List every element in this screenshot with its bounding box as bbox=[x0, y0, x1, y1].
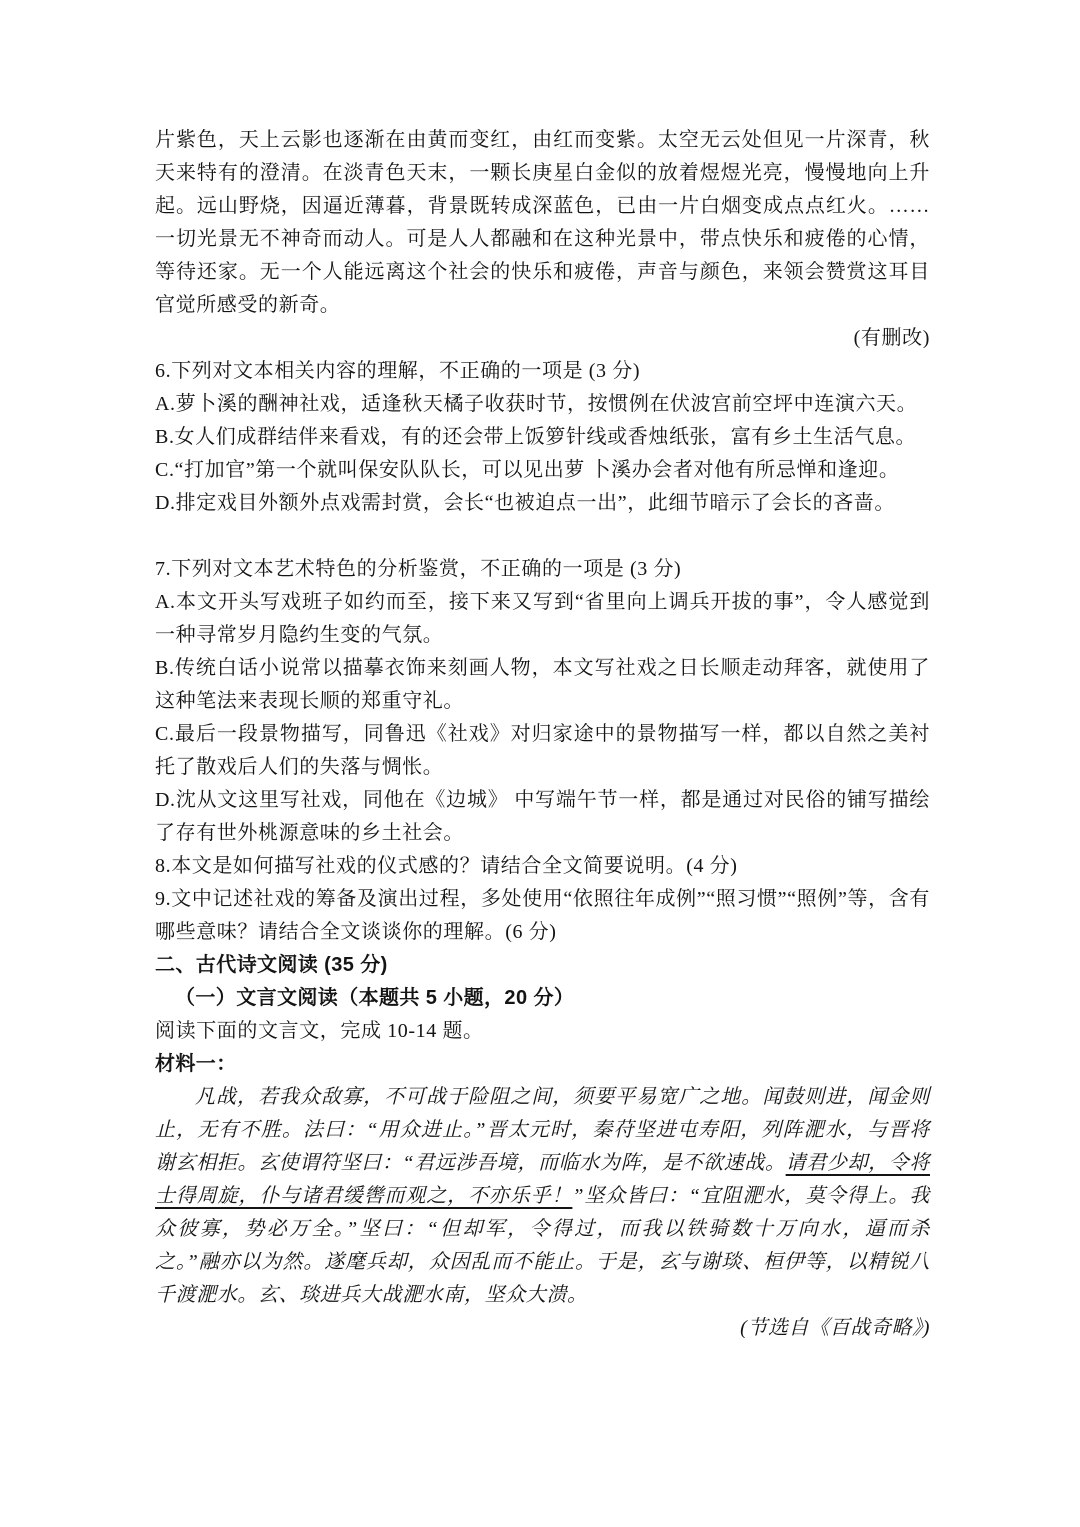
question-6-option-d: D.排定戏目外额外点戏需封赏，会长“也被迫点一出”，此细节暗示了会长的吝啬。 bbox=[155, 492, 895, 514]
passage-continuation: 片紫色，天上云影也逐渐在由黄而变红，由红而变紫。太空无云处但见一片深青，秋天来特有的澄清。在淡青色天末，一颗长庚星白金似的放着煜煜光亮，慢慢地向上升起。远山野烧，因逼近薄暮，背景既转成深蓝色，已由一片白烟变成点点红火。……一切光景无不神奇而动人。可是人人都融和在这种光景中，带点快乐和疲倦的心情，等待还家。无一个人能远离这个社会的快乐和疲倦，声音与颜色，来领会赞赏这耳目官觉所感受的新奇。 bbox=[155, 129, 930, 316]
question-8-stem: 8.本文是如何描写社戏的仪式感的？请结合全文简要说明。(4 分) bbox=[155, 855, 738, 877]
material-1-label: 材料一： bbox=[155, 1053, 237, 1075]
question-6-option-b: B.女人们成群结伴来看戏，有的还会带上饭箩针线或香烛纸张，富有乡土生活气息。 bbox=[155, 426, 917, 448]
section-2-1-subheading: （一）文言文阅读（本题共 5 小题，20 分） bbox=[175, 987, 575, 1009]
classical-passage bbox=[155, 1081, 930, 1312]
question-6-option-c: C.“打加官”第一个就叫保安队队长，可以见出萝 卜溪办会者对他有所忌惮和逢迎。 bbox=[155, 459, 900, 481]
classical-text-underlined: 请君少却，令将士得周旋，仆与诸君缓辔而观之，不亦乐乎！ bbox=[155, 1152, 930, 1207]
classical-text-after: ”坚众皆曰：“宜阻淝水，莫令得上。我众彼寡，势必万全。”坚曰：“但却军，令得过，而我以铁骑数十万向水，逼而杀之。”融亦以为然。遂麾兵却，众因乱而不能止。于是，玄与谢琰、桓伊等，以精锐八千渡淝水。玄、琰进兵大战淝水南，坚众大溃。 bbox=[155, 1185, 931, 1306]
question-7-option-a: A.本文开头写戏班子如约而至，接下来又写到“省里向上调兵开拔的事”，令人感觉到一种寻常岁月隐约生变的气氛。 bbox=[155, 591, 930, 646]
blank-line bbox=[155, 520, 930, 553]
question-6 bbox=[155, 355, 930, 520]
classical-source-note: (节选自《百战奇略》) bbox=[740, 1317, 930, 1339]
question-6-option-a: A.萝卜溪的酬神社戏，适逢秋天橘子收获时节，按惯例在伏波宫前空坪中连演六天。 bbox=[155, 393, 918, 415]
question-6-stem: 6.下列对文本相关内容的理解，不正确的一项是 (3 分) bbox=[155, 360, 641, 382]
question-9-stem: 9.文中记述社戏的筹备及演出过程，多处使用“依照往年成例”“照习惯”“照例”等，含有哪些意味？请结合全文谈谈你的理解。(6 分) bbox=[155, 888, 930, 943]
reading-instruction: 阅读下面的文言文，完成 10-14 题。 bbox=[155, 1020, 484, 1042]
question-7-option-b: B.传统白话小说常以描摹衣饰来刻画人物，本文写社戏之日长顺走动拜客，就使用了这种笔法来表现长顺的郑重守礼。 bbox=[155, 657, 930, 712]
question-7-option-d: D.沈从文这里写社戏，同他在《边城》 中写端午节一样，都是通过对民俗的铺写描绘了存有世外桃源意味的乡土社会。 bbox=[155, 789, 930, 844]
section-2-heading: 二、古代诗文阅读 (35 分) bbox=[155, 954, 388, 976]
passage-source-note: (有删改) bbox=[853, 327, 930, 349]
page-content bbox=[155, 124, 930, 1345]
classical-text-before: 凡战，若我众敌寡，不可战于险阻之间，须要平易宽广之地。闻鼓则进，闻金则止，无有不胜。法曰：“用众进止。”晋太元时，秦苻坚进屯寿阳，列阵淝水，与晋将谢玄相拒。玄使谓符坚曰：“君远涉吾境，而临水为阵，是不欲速战。 bbox=[155, 1086, 930, 1174]
question-7 bbox=[155, 553, 930, 850]
question-7-stem: 7.下列对文本艺术特色的分析鉴赏，不正确的一项是 (3 分) bbox=[155, 558, 682, 580]
question-7-option-c: C.最后一段景物描写，同鲁迅《社戏》对归家途中的景物描写一样，都以自然之美衬托了散戏后人们的失落与惆怅。 bbox=[155, 723, 930, 778]
